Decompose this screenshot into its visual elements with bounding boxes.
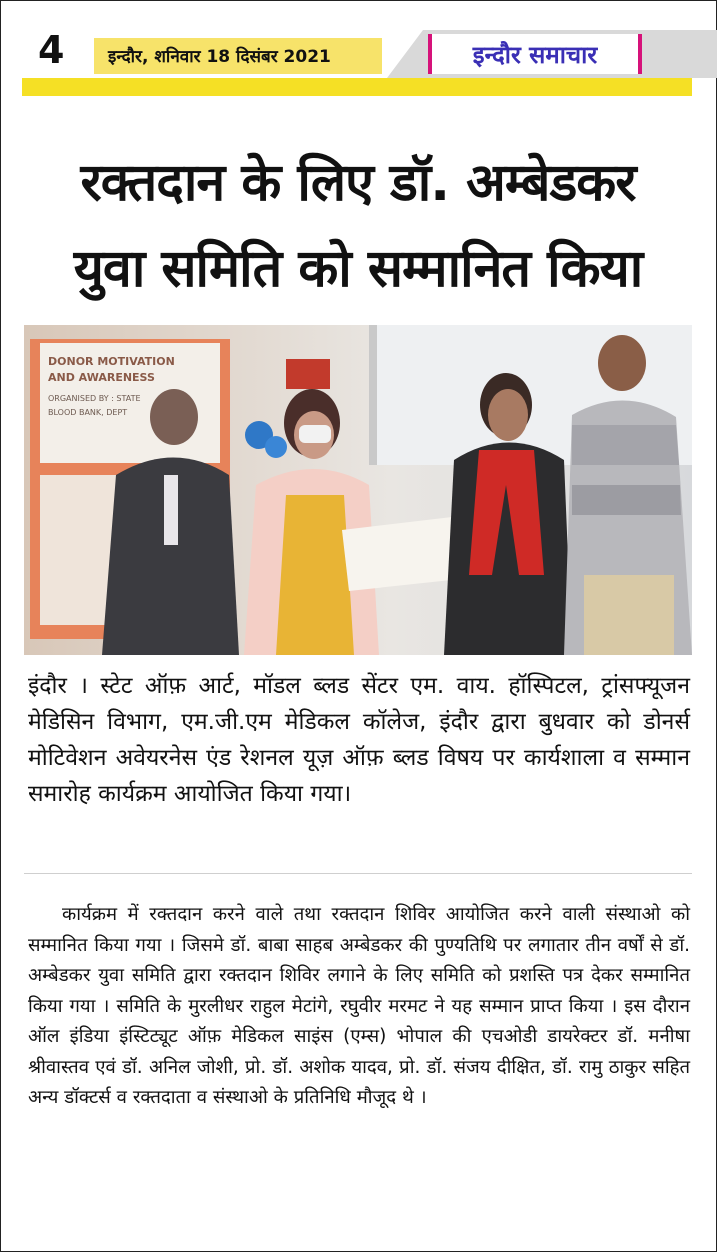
photo-certificate-ceremony-icon <box>24 325 692 655</box>
masthead-band <box>22 78 692 96</box>
article-photo <box>24 325 692 655</box>
headline <box>24 140 692 312</box>
body-paragraph: कार्यक्रम में रक्तदान करने वाले तथा रक्तदान शिविर आयोजित करने वाली संस्थाओ को सम्मानित किया गया । जिसमे डॉ. बाबा साहब अम्बेडकर की पुण्यतिथि पर लगातार तीन वर्षों से डॉ. अम्बेडकर युवा समिति द्वारा रक्तदान शिविर लगाने के लिए समिति को प्रशस्ति पत्र देकर सम्मानित किया गया । समिति के मुरलीधर राहुल मेटांगे, रघुवीर मरमट ने यह सम्मान प्राप्त किया । इस दौरान ऑल इंडिया इंस्टिट्यूट ऑफ़ मेडिकल साइंस (एम्स) भोपाल की एचओडी डायरेक्टर डॉ. मनीषा श्रीवास्तव एवं डॉ. अनिल जोशी, प्रो. डॉ. अशोक यादव, प्रो. डॉ. संजय दीक्षित, डॉ. रामु ठाकुर सहित अन्य डॉक्टर्स व रक्तदाता व संस्थाओ के प्रतिनिधि मौजूद थे । <box>28 904 690 1108</box>
headline-line-2: युवा समिति को सम्मानित किया <box>73 239 643 299</box>
banner-line-1: DONOR MOTIVATION <box>48 355 175 368</box>
page-number: 4 <box>38 28 65 72</box>
banner-line-2: AND AWARENESS <box>48 371 155 384</box>
newspaper-brand: इन्दौर समाचार <box>472 41 598 69</box>
banner-line-4: BLOOD BANK, DEPT <box>48 408 128 417</box>
divider <box>24 873 692 874</box>
date-line: इन्दौर, शनिवार 18 दिसंबर 2021 <box>108 47 331 67</box>
headline-line-1: रक्तदान के लिए डॉ. अम्बेडकर <box>80 153 636 213</box>
intro-paragraph: इंदौर । स्टेट ऑफ़ आर्ट, मॉडल ब्लड सेंटर एम. वाय. हॉस्पिटल, ट्रांसफ्यूजन मेडिसिन विभाग, एम.जी.एम मेडिकल कॉलेज, इंदौर द्वारा बुधवार को डोनर्स मोटिवेशन अवेयरनेस एंड रेशनल यूज़ ऑफ़ ब्लड विषय पर कार्यशाला व सम्मान समारोह कार्यक्रम आयोजित किया गया। <box>28 673 690 807</box>
masthead <box>22 22 692 98</box>
brand-box <box>428 34 642 74</box>
banner-line-3: ORGANISED BY : STATE <box>48 394 141 403</box>
